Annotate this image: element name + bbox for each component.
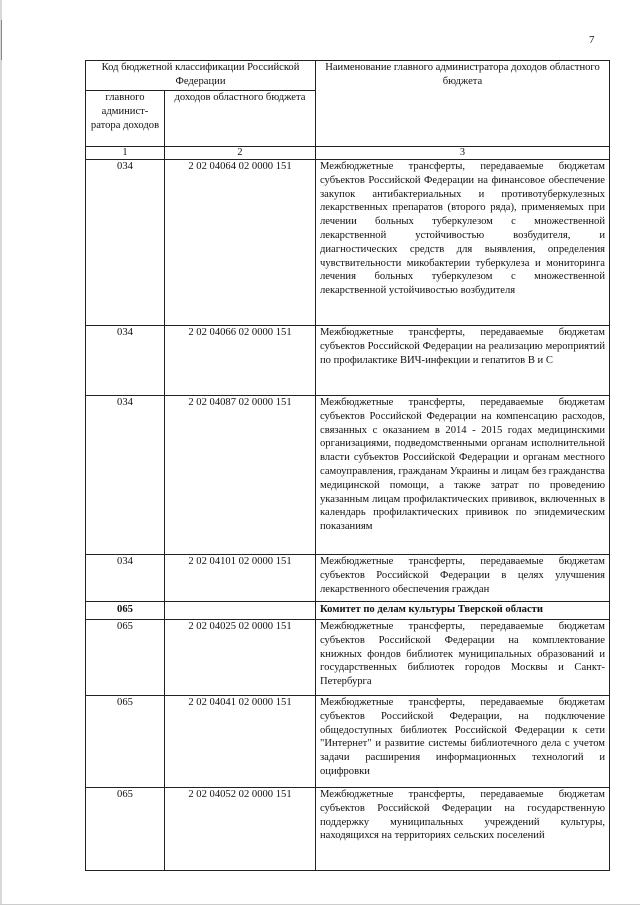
- table-row: [86, 396, 610, 555]
- income-name-cell: Межбюджетные трансферты, передаваемые бюджетам субъектов Российской Федерации на государственную поддержку муниципальных учреждений культуры, находящихся на территориях сельских поселений: [316, 788, 610, 871]
- budget-classification-table: [85, 60, 610, 871]
- admin-code-cell: 065: [86, 602, 165, 620]
- table-row: [86, 555, 610, 602]
- header-numbers-row: [86, 147, 610, 160]
- header-name-cell: Наименование главного администратора доходов областного бюджета: [316, 61, 610, 147]
- scan-edge: [0, 0, 2, 905]
- income-name-cell: Межбюджетные трансферты, передаваемые бюджетам субъектов Российской Федерации в целях улучшения лекарственного обеспечения граждан: [316, 555, 610, 602]
- header-code-cell: доходов областного бюджета: [165, 91, 316, 147]
- table-row: [86, 696, 610, 788]
- income-name-cell: Комитет по делам культуры Тверской области: [316, 602, 610, 620]
- header-admin-cell: главного админист-ратора доходов: [86, 91, 165, 147]
- budget-code-cell: 2 02 04087 02 0000 151: [165, 396, 316, 555]
- admin-code-cell: 065: [86, 788, 165, 871]
- budget-code-cell: 2 02 04066 02 0000 151: [165, 326, 316, 396]
- admin-code-cell: 065: [86, 696, 165, 788]
- table-row: [86, 160, 610, 326]
- page-number: 7: [589, 34, 595, 46]
- budget-code-cell: 2 02 04041 02 0000 151: [165, 696, 316, 788]
- scan-edge-mark: [1, 20, 2, 60]
- budget-code-cell: 2 02 04052 02 0000 151: [165, 788, 316, 871]
- column-number-1: 1: [86, 147, 165, 160]
- admin-code-cell: 065: [86, 620, 165, 696]
- table-row: [86, 620, 610, 696]
- table-row: [86, 326, 610, 396]
- admin-code-cell: 034: [86, 396, 165, 555]
- admin-code-cell: 034: [86, 326, 165, 396]
- column-number-2: 2: [165, 147, 316, 160]
- income-name-cell: Межбюджетные трансферты, передаваемые бюджетам субъектов Российской Федерации, на подключение общедоступных библиотек Российской Федерации к сети "Интернет" и развитие системы библиотечного дела с учетом задачи расширения информационных технологий и оцифровки: [316, 696, 610, 788]
- income-name-cell: Межбюджетные трансферты, передаваемые бюджетам субъектов Российской Федерации на комплектование книжных фондов библиотек муниципальных образований и государственных библиотек городов Москвы и Санкт-Петербурга: [316, 620, 610, 696]
- table-row-section-heading: [86, 602, 610, 620]
- table-row: [86, 788, 610, 871]
- budget-code-cell: 2 02 04064 02 0000 151: [165, 160, 316, 326]
- budget-code-cell: 2 02 04025 02 0000 151: [165, 620, 316, 696]
- admin-code-cell: 034: [86, 160, 165, 326]
- header-group-cell: Код бюджетной классификации Российской Федерации: [86, 61, 316, 91]
- admin-code-cell: 034: [86, 555, 165, 602]
- budget-code-cell: [165, 602, 316, 620]
- column-number-3: 3: [316, 147, 610, 160]
- income-name-cell: Межбюджетные трансферты, передаваемые бюджетам субъектов Российской Федерации на реализацию мероприятий по профилактике ВИЧ-инфекции и гепатитов В и С: [316, 326, 610, 396]
- budget-code-cell: 2 02 04101 02 0000 151: [165, 555, 316, 602]
- income-name-cell: Межбюджетные трансферты, передаваемые бюджетам субъектов Российской Федерации на финансовое обеспечение закупок антибактериальных и противотуберкулезных лекарственных препаратов (второго ряда), применяемых при лечении больных туберкулезом с множественной лекарственной устойчивостью возбудителя, и диагностических средств для выявления, определения чувствительности микобактерии туберкулеза и мониторинга лечения больных туберкулезом с множественной лекарственной устойчивостью возбудителя: [316, 160, 610, 326]
- income-name-cell: Межбюджетные трансферты, передаваемые бюджетам субъектов Российской Федерации на компенсацию расходов, связанных с оказанием в 2014 - 2015 годах медицинскими организациями, подведомственными органам исполнительной власти субъектов Российской Федерации и органам местного самоуправления, гражданам Украины и лицам без гражданства медицинской помощи, а также затрат по проведению указанным лицам профилактических прививок, включенных в календарь профилактических прививок по эпидемическим показаниям: [316, 396, 610, 555]
- header-row-top: [86, 61, 610, 91]
